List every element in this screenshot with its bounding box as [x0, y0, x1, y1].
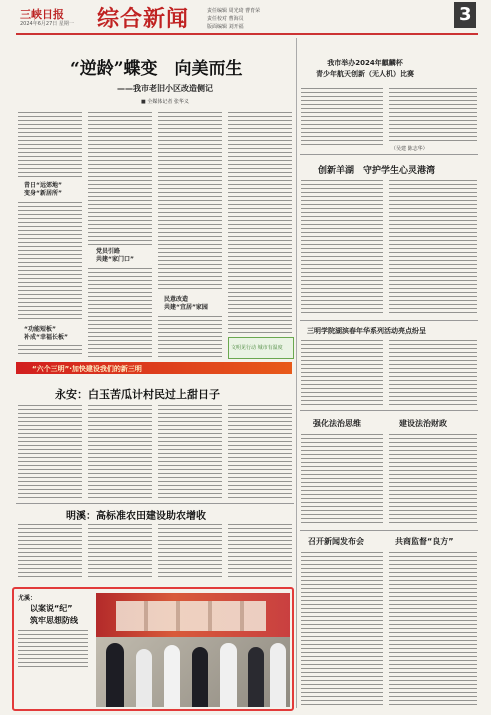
lead-subhead-4: 民意改造 共建“宜居”家园 [164, 296, 208, 311]
editor-line-1: 责任编辑 周光琦 曹育荣 [207, 8, 261, 14]
right-body-2a [301, 180, 383, 316]
right-body-2b [389, 180, 477, 316]
lead-col-2-a [88, 112, 152, 246]
photo-person-4 [192, 647, 208, 707]
page-number: 3 [459, 4, 472, 25]
right-divider-2 [300, 320, 478, 321]
theme-banner-text: “六个三明”·加快建设我们的新三明 [32, 365, 142, 373]
right-credit: （吴建 陈志华） [391, 146, 428, 152]
story-2-col-3 [158, 405, 222, 501]
right-title-1: 我市举办2024年麒麟杯 青少年航天创新（无人机）比赛 [316, 59, 414, 78]
right-body-4 [301, 434, 383, 526]
right-body-5 [389, 434, 477, 526]
right-title-4: 强化法治思维 [313, 419, 361, 428]
section-title: 综合新闻 [97, 6, 190, 32]
feature-title: 以案说“纪” 筑牢思想防线 [30, 604, 78, 625]
editor-line-3: 版面编辑 刘开福 [207, 24, 244, 30]
story-2-col-4 [228, 405, 292, 501]
photo-panels [116, 601, 266, 631]
story-3-title: 明溪：高标准农田建设助农增收 [66, 511, 206, 522]
right-body-1a [301, 88, 383, 148]
story-2-title: 永安：白玉苦瓜计村民过上甜日子 [55, 388, 220, 401]
feature-tag: 尤溪： [18, 595, 37, 602]
story-3-col-2 [88, 524, 152, 580]
lead-col-1-c [18, 345, 82, 357]
lead-col-4 [228, 112, 292, 334]
civilization-logo-text: 文明见行动 城市有温度 [231, 345, 283, 351]
lead-subhead-2: “功能短板” 补成“幸福长板” [24, 326, 68, 341]
lead-col-1-a [18, 112, 82, 178]
right-title-3: 三明学院湖滨春年华系列活动亮点纷呈 [307, 327, 426, 335]
right-body-3a [301, 340, 383, 405]
right-body-1b [389, 88, 477, 142]
lead-subhead-3: 党员引路 共建“家门口” [96, 248, 134, 263]
lead-col-3-b [158, 316, 222, 358]
header-rule [16, 33, 478, 35]
story-2-col-2 [88, 405, 152, 501]
lead-byline: ■ 全媒体记者 张华义 [141, 99, 189, 105]
right-body-6 [301, 552, 383, 708]
feature-body [18, 630, 88, 670]
right-body-3b [389, 340, 477, 405]
right-divider-1 [300, 154, 478, 155]
lead-subtitle: ——我市老旧小区改造侧记 [117, 84, 213, 93]
story-2-col-1 [18, 405, 82, 501]
lead-col-2-b [88, 268, 152, 358]
story-3-col-1 [18, 524, 82, 580]
editor-line-2: 责任校对 曹海员 [207, 16, 244, 22]
photo-person-7 [270, 643, 286, 707]
right-body-7 [389, 552, 477, 708]
story-3-col-4 [228, 524, 292, 580]
photo-person-6 [248, 647, 264, 707]
masthead-logo: 三峡日报 [20, 8, 64, 21]
story-divider [16, 503, 294, 504]
photo-person-2 [136, 649, 152, 707]
right-title-7: 共商监督“良方” [395, 537, 454, 546]
story-3-col-3 [158, 524, 222, 580]
right-divider-3 [300, 410, 478, 411]
lead-title: “逆龄”蝶变 向美而生 [70, 59, 243, 79]
lead-col-1-b [18, 202, 82, 322]
photo-person-1 [106, 643, 124, 707]
masthead-date: 2024年6月27日 星期一 [20, 21, 74, 27]
photo-person-5 [220, 643, 237, 707]
lead-subhead-1: 昔日“远郊地” 变身“新居所” [24, 182, 62, 197]
right-title-6: 召开新闻发布会 [308, 537, 364, 546]
photo-person-3 [164, 645, 180, 707]
lead-col-3-a [158, 112, 222, 292]
right-title-2: 创新羊湖 守护学生心灵港湾 [318, 166, 436, 176]
right-title-5: 建设法治财政 [399, 419, 447, 428]
right-divider-4 [300, 530, 478, 531]
column-divider [296, 38, 297, 708]
feature-photo [96, 593, 290, 707]
